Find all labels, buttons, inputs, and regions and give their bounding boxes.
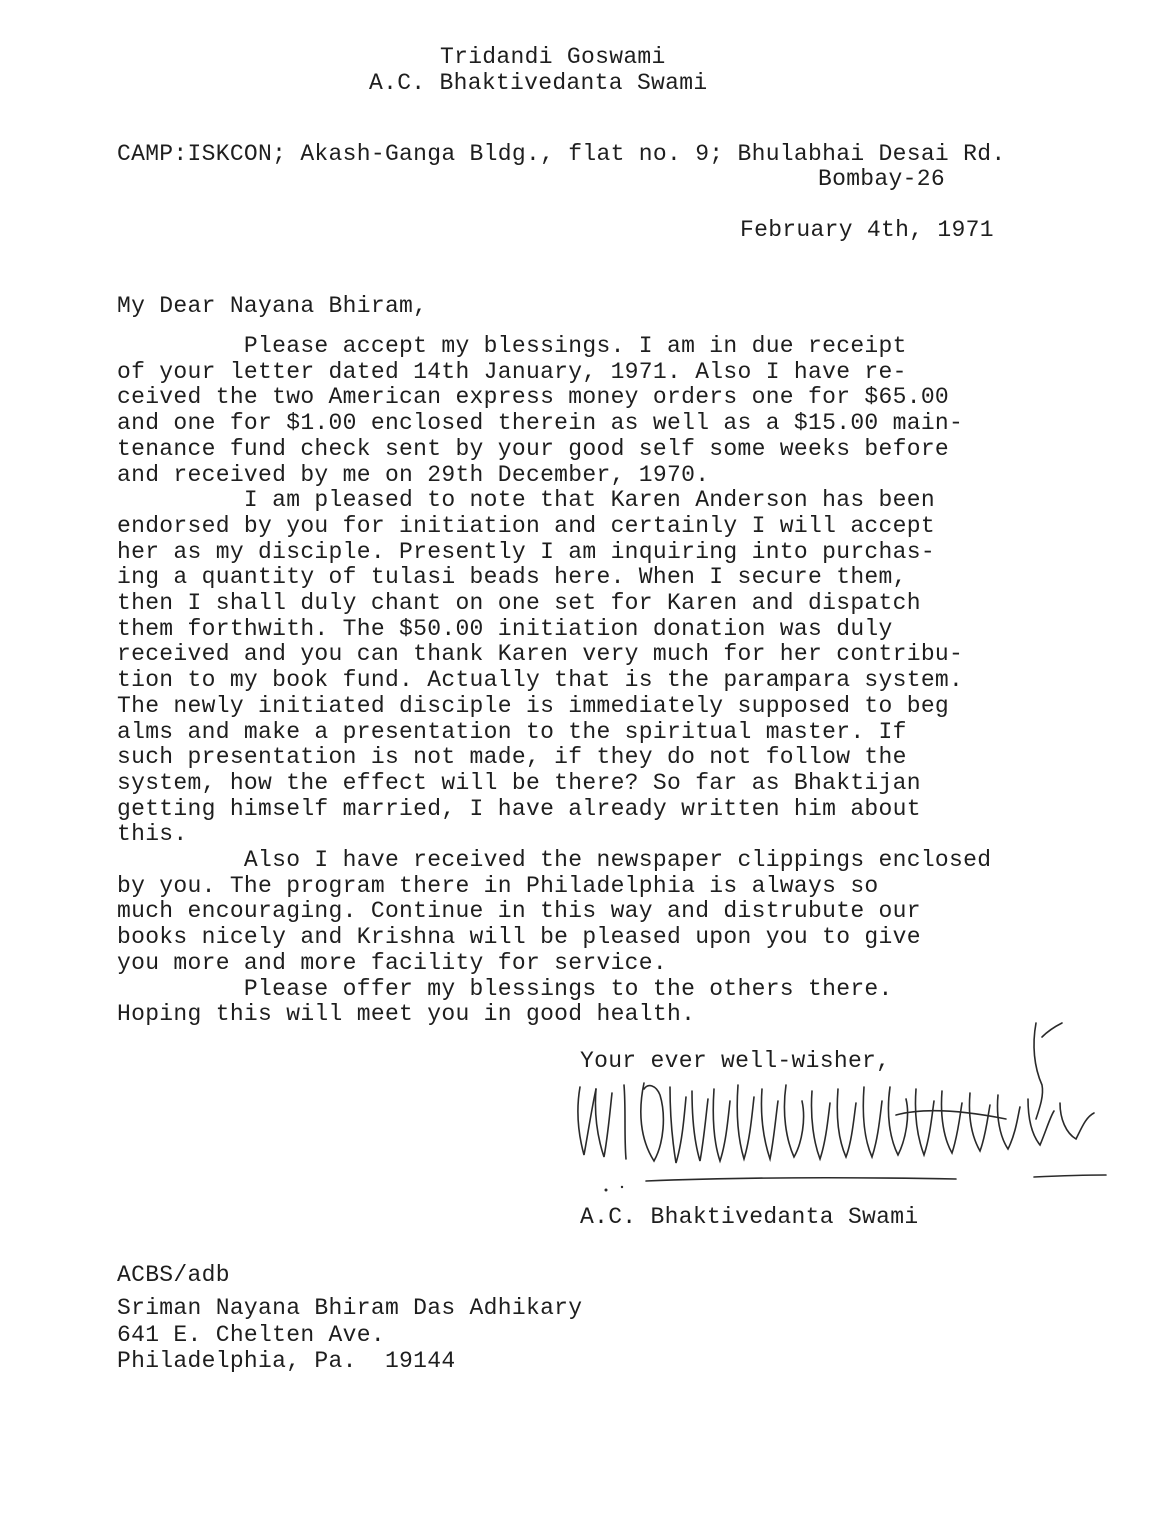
body-line: and received by me on 29th December, 1970. <box>117 461 710 488</box>
recipient-name: Sriman Nayana Bhiram Das Adhikary <box>117 1295 583 1321</box>
letterhead-title: Tridandi Goswami <box>440 44 666 70</box>
body-line: this. <box>117 821 188 848</box>
closing-phrase: Your ever well-wisher, <box>580 1048 891 1074</box>
letter-date: February 4th, 1971 <box>740 217 994 243</box>
body-line: you more and more facility for service. <box>117 949 667 976</box>
body-line: Please accept my blessings. I am in due receipt <box>117 333 907 359</box>
body-line: then I shall duly chant on one set for Karen and dispatch <box>117 590 921 617</box>
body-line: books nicely and Krishna will be pleased upon you to give <box>117 924 921 951</box>
body-line: tion to my book fund. Actually that is the parampara system. <box>117 667 964 694</box>
recipient-street: 641 E. Chelten Ave. <box>117 1322 385 1348</box>
body-line: of your letter dated 14th January, 1971. Also I have re- <box>117 358 907 385</box>
body-line: Hoping this will meet you in good health. <box>117 1001 696 1028</box>
letterhead-name: A.C. Bhaktivedanta Swami <box>369 70 708 96</box>
handwritten-signature <box>566 1015 1111 1200</box>
body-line: ing a quantity of tulasi beads here. When I secure them, <box>117 564 907 591</box>
letter-body <box>117 334 1107 1028</box>
body-line: and one for $1.00 enclosed therein as well as a $15.00 main- <box>117 410 964 437</box>
signatory-name: A.C. Bhaktivedanta Swami <box>580 1204 919 1230</box>
body-line: I am pleased to note that Karen Anderson has been <box>117 487 935 514</box>
body-line: endorsed by you for initiation and certainly I will accept <box>117 512 935 539</box>
body-line: her as my disciple. Presently I am inquiring into purchas- <box>117 538 935 565</box>
body-line: alms and make a presentation to the spiritual master. If <box>117 718 907 745</box>
body-line: system, how the effect will be there? So far as Bhaktijan <box>117 769 921 796</box>
body-line: by you. The program there in Philadelphia is always so <box>117 872 879 899</box>
reference-initials: ACBS/adb <box>117 1262 230 1288</box>
body-line: such presentation is not made, if they do not follow the <box>117 744 907 771</box>
body-line: tenance fund check sent by your good self some weeks before <box>117 435 950 462</box>
address-line-2: Bombay-26 <box>818 166 945 192</box>
body-line: Please offer my blessings to the others there. <box>117 975 893 1002</box>
body-line: received and you can thank Karen very much for her contribu- <box>117 641 964 668</box>
body-line: getting himself married, I have already written him about <box>117 795 921 822</box>
body-line: them forthwith. The $50.00 initiation donation was duly <box>117 615 893 642</box>
body-line: much encouraging. Continue in this way and distrubute our <box>117 898 921 925</box>
body-line: The newly initiated disciple is immediately supposed to beg <box>117 692 950 719</box>
recipient-city: Philadelphia, Pa. 19144 <box>117 1348 456 1374</box>
salutation: My Dear Nayana Bhiram, <box>117 293 428 319</box>
address-line-1: CAMP:ISKCON; Akash-Ganga Bldg., flat no. 9; Bhulabhai Desai Rd. <box>117 141 1006 167</box>
body-line: Also I have received the newspaper clippings enclosed <box>117 847 992 874</box>
body-line: ceived the two American express money orders one for $65.00 <box>117 384 950 411</box>
